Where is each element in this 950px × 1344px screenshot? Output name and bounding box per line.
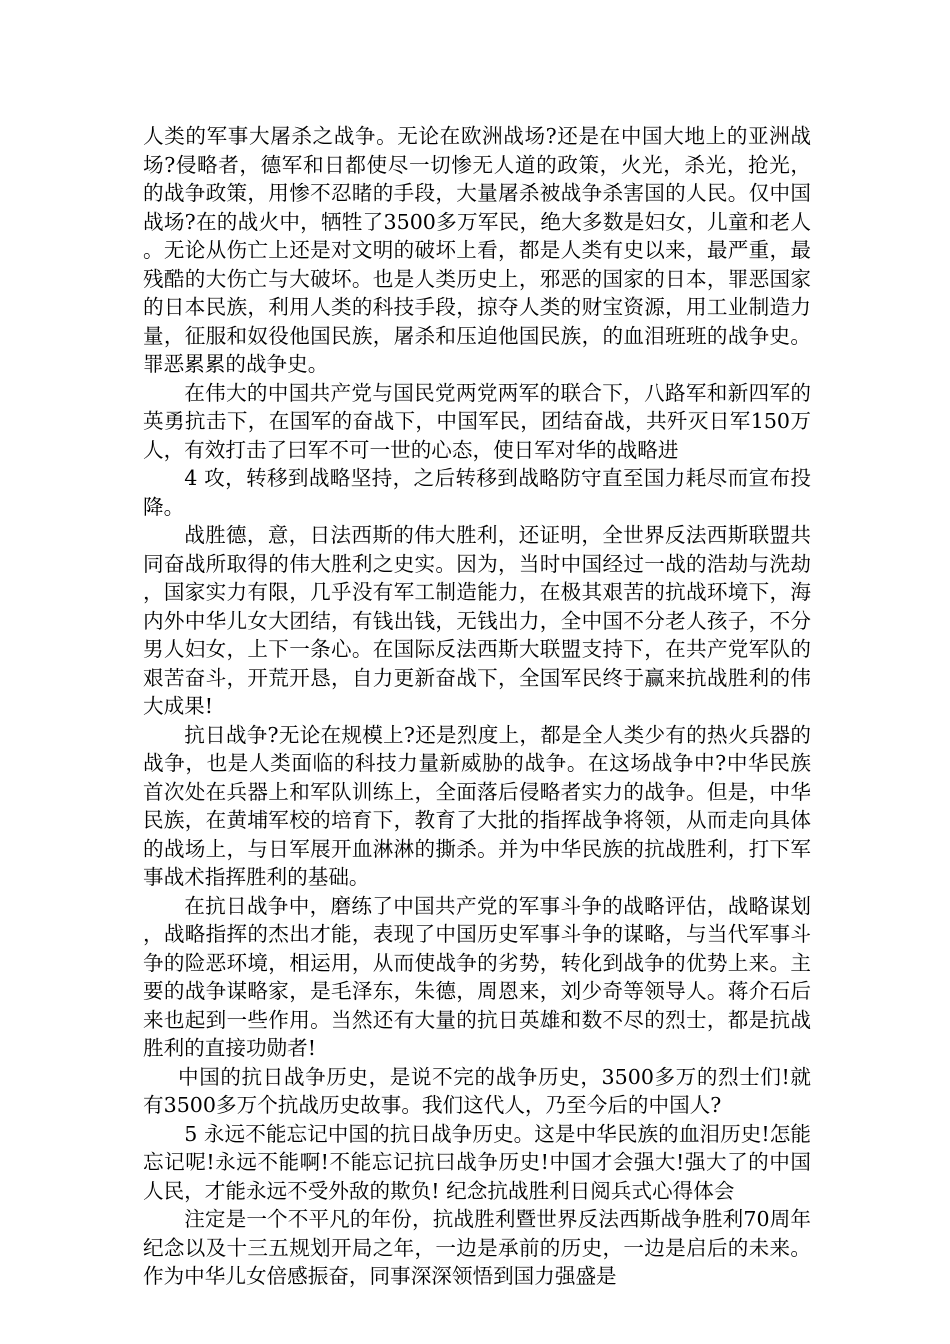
paragraph-5: 抗日战争?无论在规模上?还是烈度上，都是全人类少有的热火兵器的战争，也是人类面临的科技力量新威胁的战争。在这场战争中?中华民族首次处在兵器上和军队训练上，全面落后侵略者实力的战争。但是，中华民族，在黄埔军校的培育下，教育了大批的指挥战争将领，从而走向具体的战场上，与日军展开血淋淋的撕杀。并为中华民族的抗战胜利，打下军事战术指挥胜利的基础。 bbox=[143, 722, 811, 889]
paragraph-6: 在抗日战争中，磨练了中国共产党的军事斗争的战略评估，战略谋划，战略指挥的杰出才能，表现了中国历史军事斗争的谋略，与当代军事斗争的险恶环境，相运用，从而使战争的劣势，转化到战争的优势上来。主要的战争谋略家，是毛泽东，朱德，周恩来，刘少奇等领导人。蒋介石后来也起到一些作用。当然还有大量的抗日英雄和数不尽的烈士，都是抗战胜利的直接功勋者! bbox=[143, 893, 811, 1060]
paragraph-1: 人类的军事大屠杀之战争。无论在欧洲战场?还是在中国大地上的亚洲战场?侵略者，德军和日都使尽一切惨无人道的政策，火光，杀光，抢光，的战争政策，用惨不忍睹的手段，大量屠杀被战争杀害国的人民。仅中国战场?在的战火中，牺牲了3500多万军民，绝大多数是妇女，儿童和老人。无论从伤亡上还是对文明的破坏上看，都是人类有史以来，最严重，最残酷的大伤亡与大破坏。也是人类历史上，邪恶的国家的日本，罪恶国家的日本民族，利用人类的科技手段，掠夺人类的财宝资源，用工业制造力量，征服和奴役他国民族，屠杀和压迫他国民族，的血泪班班的战争史。罪恶累累的战争史。 bbox=[143, 124, 811, 376]
document-page bbox=[143, 122, 811, 1291]
paragraph-8: 5 永远不能忘记中国的抗日战争历史。这是中华民族的血泪历史!怎能忘记呢!永远不能啊!不能忘记抗曰战争历史!中国才会强大!强大了的中国人民，才能永远不受外敌的欺负! 纪念抗战胜利日阅兵式心得体会 bbox=[143, 1121, 811, 1203]
paragraph-9: 注定是一个不平凡的年份，抗战胜利暨世界反法西斯战争胜利70周年纪念以及十三五规划开局之年，一边是承前的历史，一边是启后的未来。作为中华儿女倍感振奋，同事深深领悟到国力强盛是 bbox=[143, 1207, 811, 1288]
paragraph-3: 4 攻，转移到战略坚持，之后转移到战略防守直至国力耗尽而宣布投降。 bbox=[143, 466, 811, 519]
paragraph-7: 中国的抗日战争历史，是说不完的战争历史，3500多万的烈士们!就有3500多万个抗战历史故事。我们这代人，乃至今后的中国人? bbox=[143, 1064, 811, 1117]
paragraph-4: 战胜德，意，日法西斯的伟大胜利，还证明，全世界反法西斯联盟共同奋战所取得的伟大胜利之史实。因为，当时中国经过一战的浩劫与洗劫，国家实力有限，几乎没有军工制造能力，在极其艰苦的抗战环境下，海内外中华儿女大团结，有钱出钱，无钱出力，全中国不分老人孩子，不分男人妇女，上下一条心。在国际反法西斯大联盟支持下，在共产党军队的艰苦奋斗，开荒开恳，自力更新奋战下，全国军民终于赢来抗战胜利的伟大成果! bbox=[143, 523, 811, 718]
paragraph-2: 在伟大的中国共产党与国民党两党两军的联合下，八路军和新四军的英勇抗击下，在国军的奋战下，中国军民，团结奋战，共歼灭日军150万人，有效打击了曰军不可一世的心态，使日军对华的战略进 bbox=[143, 380, 811, 462]
